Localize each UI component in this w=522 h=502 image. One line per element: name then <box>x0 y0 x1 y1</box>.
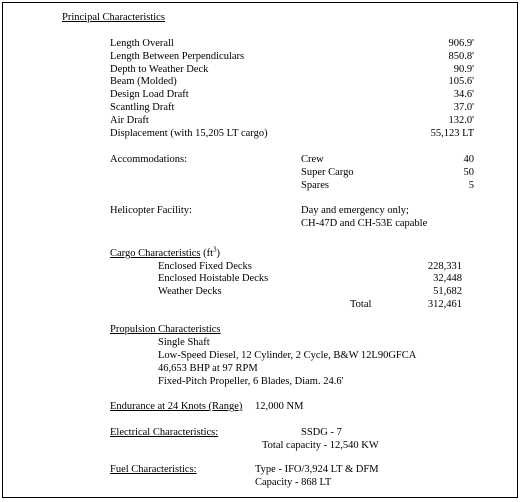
cargo-row-label: Weather Decks <box>158 286 222 297</box>
endurance-heading: Endurance at 24 Knots (Range) <box>110 401 243 412</box>
dimension-label: Depth to Weather Deck <box>110 64 209 75</box>
cargo-unit: (ft <box>203 248 214 259</box>
cargo-total-value: 312,461 <box>427 299 462 310</box>
cargo-row-label: Enclosed Fixed Decks <box>158 261 252 272</box>
propulsion-line: Fixed-Pitch Propeller, 6 Blades, Diam. 24.6' <box>158 376 344 387</box>
cargo-row-value: 51,682 <box>433 286 462 297</box>
dimension-value: 34.6' <box>453 89 474 100</box>
propulsion-line: Low-Speed Diesel, 12 Cylinder, 2 Cycle, B&W 12L90GFCA <box>158 350 417 361</box>
dimension-label: Displacement (with 15,205 LT cargo) <box>110 128 268 139</box>
cargo-unit-exponent: 3 <box>213 245 217 254</box>
fuel-line: Type - IFO/3,924 LT & DFM <box>255 464 379 475</box>
cargo-unit-close: ) <box>216 248 221 259</box>
dimension-label: Length Overall <box>110 38 174 49</box>
cargo-row-value: 32,448 <box>433 273 462 284</box>
dimension-label: Design Load Draft <box>110 89 189 100</box>
dimension-label: Scantling Draft <box>110 102 175 113</box>
dimension-value: 906.9' <box>448 38 474 49</box>
electrical-line: SSDG - 7 <box>301 427 342 438</box>
electrical-line: Total capacity - 12,540 KW <box>262 440 379 451</box>
electrical-heading: Electrical Characteristics: <box>110 427 219 438</box>
dimension-label: Length Between Perpendiculars <box>110 51 245 62</box>
accommodation-value: 40 <box>463 154 474 165</box>
helicopter-line: CH-47D and CH-53E capable <box>301 218 428 229</box>
propulsion-line: 46,653 BHP at 97 RPM <box>158 363 258 374</box>
dimension-value: 90.9' <box>453 64 474 75</box>
dimension-value: 850.8' <box>448 51 474 62</box>
propulsion-heading: Propulsion Characteristics <box>110 324 221 335</box>
dimension-label: Beam (Molded) <box>110 76 177 87</box>
cargo-heading: Cargo Characteristics <box>110 248 201 259</box>
accommodation-label: Super Cargo <box>301 167 354 178</box>
propulsion-line: Single Shaft <box>158 337 210 348</box>
dimension-value: 105.6' <box>448 76 474 87</box>
dimension-value: 132.0' <box>448 115 474 126</box>
helicopter-label: Helicopter Facility: <box>110 205 192 216</box>
accommodations-label: Accommodations: <box>110 154 187 165</box>
endurance-value: 12,000 NM <box>255 401 304 412</box>
helicopter-line: Day and emergency only; <box>301 205 409 216</box>
fuel-line: Capacity - 868 LT <box>255 477 332 488</box>
cargo-total-label: Total <box>350 299 372 310</box>
fuel-heading: Fuel Characteristics: <box>110 464 197 475</box>
accommodation-value: 5 <box>468 180 474 191</box>
accommodation-label: Spares <box>301 180 329 191</box>
dimension-value: 37.0' <box>453 102 474 113</box>
dimension-label: Air Draft <box>110 115 149 126</box>
page-title: Principal Characteristics <box>62 12 165 23</box>
accommodation-label: Crew <box>301 154 324 165</box>
cargo-row-value: 228,331 <box>427 261 462 272</box>
accommodation-value: 50 <box>463 167 474 178</box>
cargo-heading-row <box>110 245 221 260</box>
cargo-row-label: Enclosed Hoistable Decks <box>158 273 269 284</box>
dimension-value: 55,123 LT <box>430 128 474 139</box>
document-frame <box>2 2 518 498</box>
